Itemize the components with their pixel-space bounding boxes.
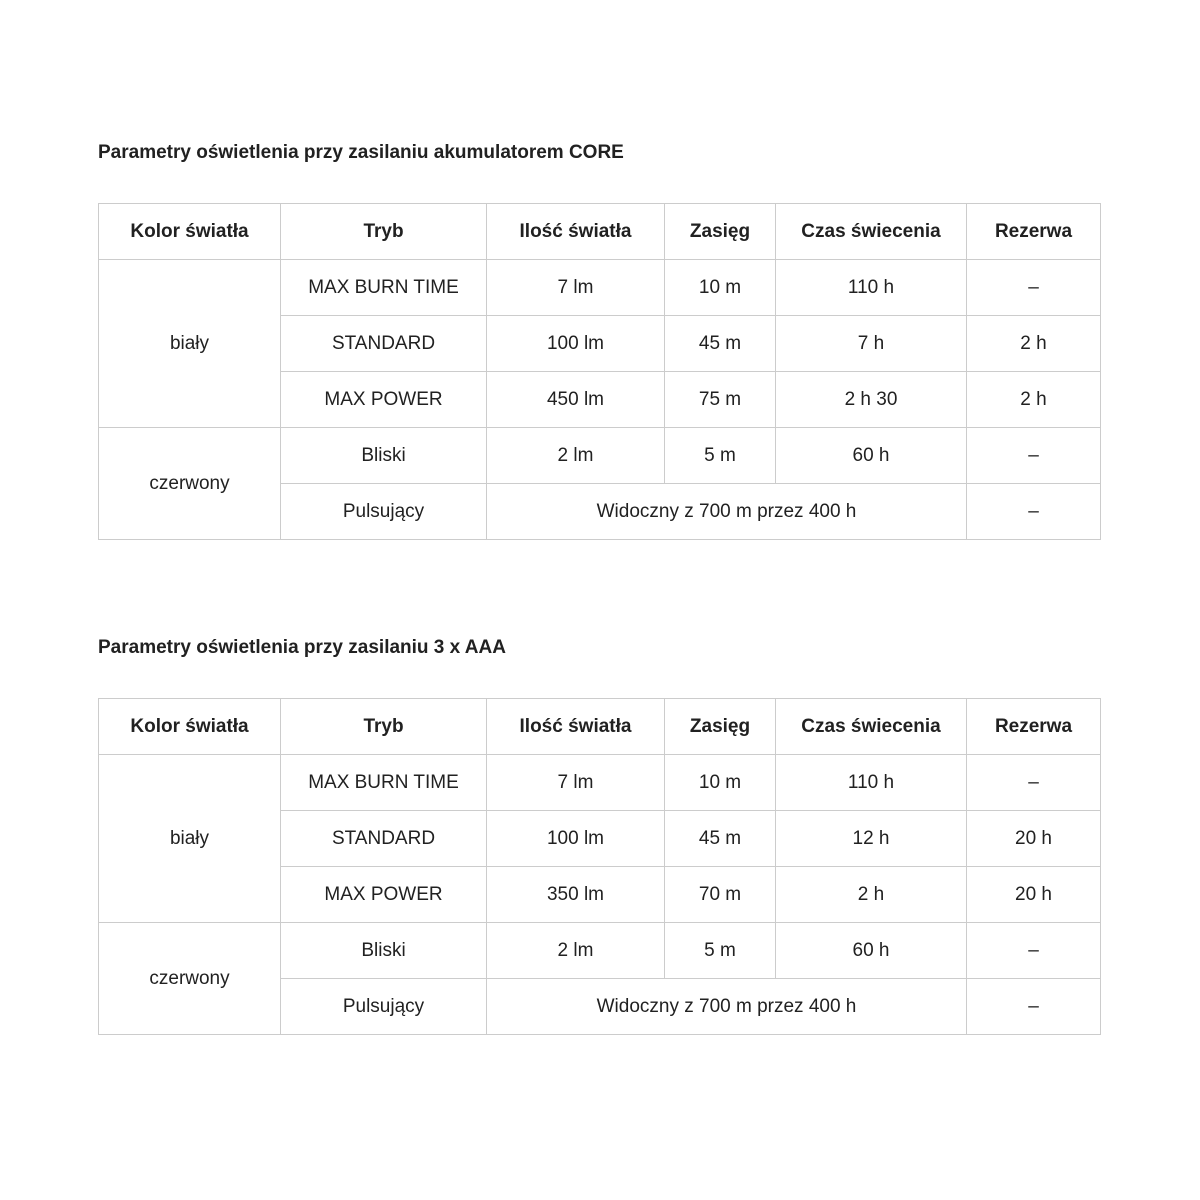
section-core (98, 142, 1100, 540)
burn-time-cell: 60 h (776, 428, 967, 484)
mode-cell: MAX BURN TIME (281, 755, 487, 811)
range-cell: 45 m (665, 811, 776, 867)
range-cell: 70 m (665, 867, 776, 923)
reserve-cell: – (967, 428, 1101, 484)
mode-cell: STANDARD (281, 811, 487, 867)
column-header-range: Zasięg (665, 699, 776, 755)
merged-visibility-cell: Widoczny z 700 m przez 400 h (487, 484, 967, 540)
column-header-burn: Czas świecenia (776, 699, 967, 755)
color-cell: czerwony (99, 923, 281, 1035)
burn-time-cell: 12 h (776, 811, 967, 867)
mode-cell: MAX POWER (281, 372, 487, 428)
light-cell: 450 lm (487, 372, 665, 428)
spec-table-aaa (98, 698, 1101, 1035)
reserve-cell: 2 h (967, 372, 1101, 428)
burn-time-cell: 2 h 30 (776, 372, 967, 428)
light-cell: 100 lm (487, 811, 665, 867)
range-cell: 10 m (665, 260, 776, 316)
burn-time-cell: 2 h (776, 867, 967, 923)
mode-cell: Bliski (281, 923, 487, 979)
burn-time-cell: 7 h (776, 316, 967, 372)
light-cell: 7 lm (487, 755, 665, 811)
light-cell: 7 lm (487, 260, 665, 316)
reserve-cell: 2 h (967, 316, 1101, 372)
header-row (99, 204, 1101, 260)
table-row (99, 923, 1101, 979)
column-header-reserve: Rezerwa (967, 204, 1101, 260)
mode-cell: Pulsujący (281, 484, 487, 540)
column-header-reserve: Rezerwa (967, 699, 1101, 755)
table-row (99, 428, 1101, 484)
mode-cell: MAX POWER (281, 867, 487, 923)
header-row (99, 699, 1101, 755)
reserve-cell: – (967, 979, 1101, 1035)
section-title-core: Parametry oświetlenia przy zasilaniu akumulatorem CORE (98, 142, 624, 163)
burn-time-cell: 110 h (776, 260, 967, 316)
spec-table-core (98, 203, 1101, 540)
reserve-cell: 20 h (967, 811, 1101, 867)
range-cell: 5 m (665, 923, 776, 979)
column-header-light: Ilość światła (487, 699, 665, 755)
mode-cell: Bliski (281, 428, 487, 484)
section-title-aaa: Parametry oświetlenia przy zasilaniu 3 x AAA (98, 637, 506, 658)
light-cell: 2 lm (487, 923, 665, 979)
section-aaa (98, 637, 1100, 1035)
reserve-cell: – (967, 260, 1101, 316)
burn-time-cell: 60 h (776, 923, 967, 979)
column-header-color: Kolor światła (99, 699, 281, 755)
light-cell: 100 lm (487, 316, 665, 372)
range-cell: 45 m (665, 316, 776, 372)
range-cell: 10 m (665, 755, 776, 811)
burn-time-cell: 110 h (776, 755, 967, 811)
light-cell: 2 lm (487, 428, 665, 484)
range-cell: 5 m (665, 428, 776, 484)
mode-cell: MAX BURN TIME (281, 260, 487, 316)
color-cell: czerwony (99, 428, 281, 540)
reserve-cell: – (967, 923, 1101, 979)
color-cell: biały (99, 260, 281, 428)
column-header-light: Ilość światła (487, 204, 665, 260)
range-cell: 75 m (665, 372, 776, 428)
content-area (98, 0, 1100, 1035)
column-header-color: Kolor światła (99, 204, 281, 260)
column-header-range: Zasięg (665, 204, 776, 260)
mode-cell: Pulsujący (281, 979, 487, 1035)
column-header-burn: Czas świecenia (776, 204, 967, 260)
color-cell: biały (99, 755, 281, 923)
table-row (99, 260, 1101, 316)
reserve-cell: – (967, 755, 1101, 811)
column-header-mode: Tryb (281, 699, 487, 755)
reserve-cell: – (967, 484, 1101, 540)
reserve-cell: 20 h (967, 867, 1101, 923)
light-cell: 350 lm (487, 867, 665, 923)
merged-visibility-cell: Widoczny z 700 m przez 400 h (487, 979, 967, 1035)
table-row (99, 755, 1101, 811)
column-header-mode: Tryb (281, 204, 487, 260)
mode-cell: STANDARD (281, 316, 487, 372)
